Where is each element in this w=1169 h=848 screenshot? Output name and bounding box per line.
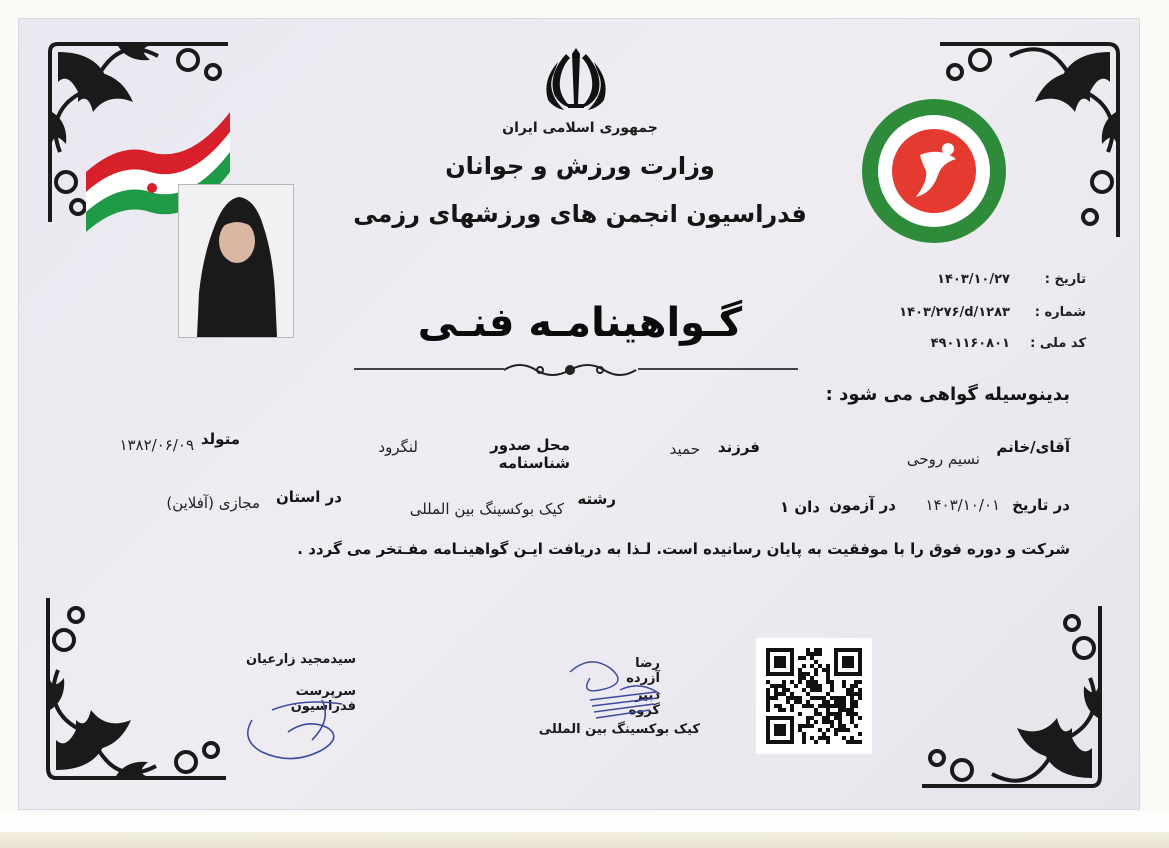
iran-emblem-icon bbox=[540, 44, 612, 114]
holder-photo bbox=[178, 184, 294, 338]
certify-statement: بدینوسیله گواهی می شود : bbox=[825, 384, 1070, 405]
republic-heading: جمهوری اسلامی ایران bbox=[502, 120, 658, 136]
divider-right bbox=[638, 368, 798, 370]
scan-edge-strip bbox=[0, 832, 1169, 848]
person-photo-icon bbox=[179, 185, 293, 337]
right-signer-role: دبیر گروه bbox=[628, 688, 660, 718]
field-name: کیک بوکسینگ بین المللی bbox=[409, 500, 564, 518]
issue-place: لنگرود bbox=[378, 438, 418, 456]
dan-level: دان ۱ bbox=[779, 498, 820, 516]
left-signer-name: سیدمجید زارعیان bbox=[246, 652, 356, 667]
conclusion-statement: شرکت و دوره فوق را با موفقیت به پایان رسانیده است. لـذا به دریافت ایـن گواهینـامه مفـتخر می گردد . bbox=[297, 540, 1070, 558]
date-value: ۱۴۰۳/۱۰/۲۷ bbox=[937, 272, 1010, 287]
bottom-right-ornament-icon bbox=[912, 598, 1112, 798]
born-label: متولد bbox=[200, 430, 240, 448]
exam-label: در آزمون bbox=[829, 496, 896, 514]
field-label: رشته bbox=[577, 490, 616, 508]
ministry-heading: وزارت ورزش و جوانان bbox=[445, 152, 715, 180]
number-value: ۱۴۰۳/۲۷۶/d/۱۲۸۳ bbox=[899, 305, 1010, 320]
born-date: ۱۳۸۲/۰۶/۰۹ bbox=[119, 436, 194, 454]
qr-code-icon bbox=[756, 638, 872, 754]
number-label: شماره : bbox=[1034, 305, 1086, 320]
certificate-title: گـواهینامـه فنـی bbox=[417, 300, 743, 346]
province-label: در استان bbox=[275, 488, 342, 506]
right-signer-name: رضا آزرده bbox=[626, 656, 660, 686]
exam-date: ۱۴۰۳/۱۰/۰۱ bbox=[925, 496, 1000, 514]
holder-name: نسیم روحی bbox=[906, 450, 980, 468]
date-label: تاریخ : bbox=[1044, 272, 1086, 287]
right-signature-mark bbox=[560, 650, 670, 730]
father-name: حمید bbox=[669, 440, 700, 458]
qr-code bbox=[756, 638, 872, 754]
child-of-label: فرزند bbox=[717, 438, 760, 456]
left-signer-role: سرپرست فدراسیون bbox=[290, 684, 356, 714]
on-date-label: در تاریخ bbox=[1012, 496, 1070, 514]
mr-mrs-label: آقای/خانم bbox=[996, 438, 1070, 456]
province: مجازی (آفلاین) bbox=[166, 494, 260, 512]
divider-ornament-icon bbox=[500, 358, 640, 382]
national-code-label: کد ملی : bbox=[1030, 336, 1086, 351]
federation-heading: فدراسیون انجمن های ورزشهای رزمی bbox=[353, 200, 807, 228]
right-signer-field: کیک بوکسینگ بین المللی bbox=[538, 722, 700, 737]
national-code-value: ۴۹۰۱۱۶۰۸۰۱ bbox=[930, 336, 1010, 351]
martial-arts-federation-logo bbox=[860, 97, 1008, 245]
bottom-left-ornament-icon bbox=[36, 590, 236, 790]
left-signature-mark bbox=[232, 680, 362, 770]
divider-left bbox=[354, 368, 504, 370]
issue-place-label: محل صدور شناسنامه bbox=[490, 436, 570, 472]
